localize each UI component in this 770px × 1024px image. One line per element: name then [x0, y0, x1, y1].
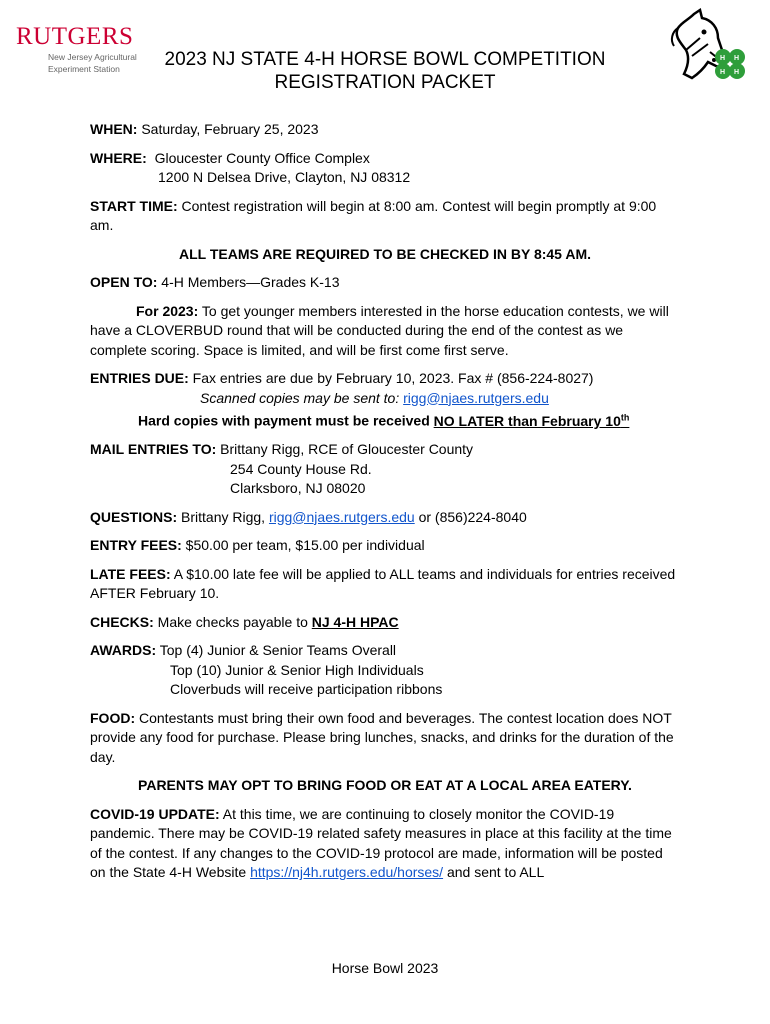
- svg-text:H: H: [720, 55, 726, 62]
- checkin-notice: ALL TEAMS ARE REQUIRED TO BE CHECKED IN BY 8:45 AM.: [178, 245, 591, 262]
- entry-fees-section: [90, 536, 680, 556]
- for-2023-value: To get younger members interested in the horse education contests, we will have a CLOVERBUD round that will be conducted during the end of the contest as we complete scoring. Space is limited, and will be first come first serve.: [90, 302, 669, 358]
- for-2023-label: For 2023:: [136, 302, 199, 319]
- parents-notice: PARENTS MAY OPT TO BRING FOOD OR EAT AT A LOCAL AREA EATERY.: [138, 777, 632, 794]
- mail-entries-label: MAIL ENTRIES TO:: [90, 441, 217, 458]
- checks-label: CHECKS:: [90, 613, 154, 630]
- svg-text:H: H: [720, 69, 726, 76]
- checks-section: [90, 613, 680, 633]
- late-fees-label: LATE FEES:: [90, 565, 171, 582]
- awards-section: [90, 641, 680, 700]
- logo-subtitle-line1: New Jersey Agricultural: [48, 52, 137, 62]
- open-to-section: [90, 273, 680, 293]
- covid-label: COVID-19 UPDATE:: [90, 805, 220, 822]
- title-line1: 2023 NJ STATE 4-H HORSE BOWL COMPETITION: [164, 49, 606, 70]
- mail-entries-line2: 254 County House Rd.: [230, 460, 372, 477]
- late-fees-section: [90, 565, 680, 604]
- title-line2: REGISTRATION PACKET: [274, 72, 496, 93]
- open-to-label: OPEN TO:: [90, 274, 158, 290]
- awards-label: AWARDS:: [90, 642, 157, 659]
- checks-value: Make checks payable to: [153, 613, 308, 630]
- svg-text:H: H: [734, 55, 740, 62]
- entries-due-section: [90, 369, 680, 431]
- entries-due-value: Fax entries are due by February 10, 2023. Fax # (856-224-8027): [188, 370, 594, 386]
- covid-section: [90, 805, 680, 883]
- covid-value: At this time, we are continuing to closely monitor the COVID-19 pandemic. There may be COVID-19 related safety measures in place at this facility at the time of the contest. If any changes to the COVID-19 protocol are made, information will be posted on the State 4-H Website: [90, 805, 672, 881]
- entries-due-label: ENTRIES DUE:: [90, 370, 189, 386]
- start-time-label: START TIME:: [90, 197, 178, 214]
- hard-copies-text: Hard copies with payment must be received: [138, 412, 430, 429]
- scanned-copies-text: Scanned copies may be sent to:: [200, 389, 400, 406]
- mail-entries-line3: Clarksboro, NJ 08020: [230, 480, 366, 497]
- when-label: WHEN:: [90, 121, 138, 137]
- logo-subtitle-line2: Experiment Station: [48, 64, 120, 74]
- entry-fees-value: $50.00 per team, $15.00 per individual: [181, 537, 425, 554]
- mail-entries-section: [90, 440, 680, 499]
- start-time-value: Contest registration will begin at 8:00 am. Contest will begin promptly at 9:00 am.: [90, 197, 657, 233]
- questions-phone: or (856)224-8040: [418, 508, 527, 525]
- questions-email-link[interactable]: rigg@njaes.rutgers.edu: [268, 508, 415, 525]
- where-section: [90, 149, 680, 188]
- entries-deadline: NO LATER than February 10th: [433, 412, 630, 429]
- where-line2: 1200 N Delsea Drive, Clayton, NJ 08312: [158, 169, 411, 185]
- when-section: [90, 120, 680, 140]
- deadline-suffix: th: [620, 412, 630, 422]
- start-time-section: [90, 197, 680, 236]
- rutgers-logo: [16, 24, 146, 74]
- mail-entries-line1: Brittany Rigg, RCE of Gloucester County: [220, 441, 474, 458]
- covid-tail: and sent to ALL: [446, 864, 545, 881]
- entries-email-link[interactable]: rigg@njaes.rutgers.edu: [403, 389, 549, 406]
- for-2023-section: [90, 302, 680, 361]
- late-fees-value: A $10.00 late fee will be applied to ALL teams and individuals for entries received AFTER February 10.: [90, 565, 676, 602]
- open-to-value: 4-H Members—Grades K-13: [157, 274, 340, 290]
- awards-line1: Top (4) Junior & Senior Teams Overall: [156, 642, 397, 659]
- food-value: Contestants must bring their own food and beverages. The contest location does NOT provide any food for purchase. Please bring lunches, snacks, and drinks for the duration of the day.: [90, 709, 674, 765]
- horse-clover-icon: [664, 8, 752, 92]
- svg-text:H: H: [734, 69, 740, 76]
- questions-name: Brittany Rigg,: [177, 508, 266, 525]
- logo-wordmark: RUTGERS: [16, 23, 134, 50]
- where-line1: Gloucester County Office Complex: [154, 149, 370, 166]
- questions-label: QUESTIONS:: [90, 508, 178, 525]
- where-label: WHERE:: [90, 149, 147, 166]
- entry-fees-label: ENTRY FEES:: [90, 537, 182, 554]
- covid-website-link[interactable]: https://nj4h.rutgers.edu/horses/: [250, 864, 444, 881]
- document-body: [90, 120, 680, 892]
- food-section: [90, 709, 680, 768]
- page-footer: Horse Bowl 2023: [331, 960, 439, 976]
- food-label: FOOD:: [90, 709, 136, 726]
- awards-line3: Cloverbuds will receive participation ribbons: [170, 681, 443, 698]
- awards-line2: Top (10) Junior & Senior High Individuals: [170, 661, 424, 678]
- page-title: [150, 48, 620, 94]
- checks-payee: NJ 4-H HPAC: [311, 613, 399, 630]
- questions-section: [90, 508, 680, 528]
- when-value: Saturday, February 25, 2023: [137, 121, 319, 137]
